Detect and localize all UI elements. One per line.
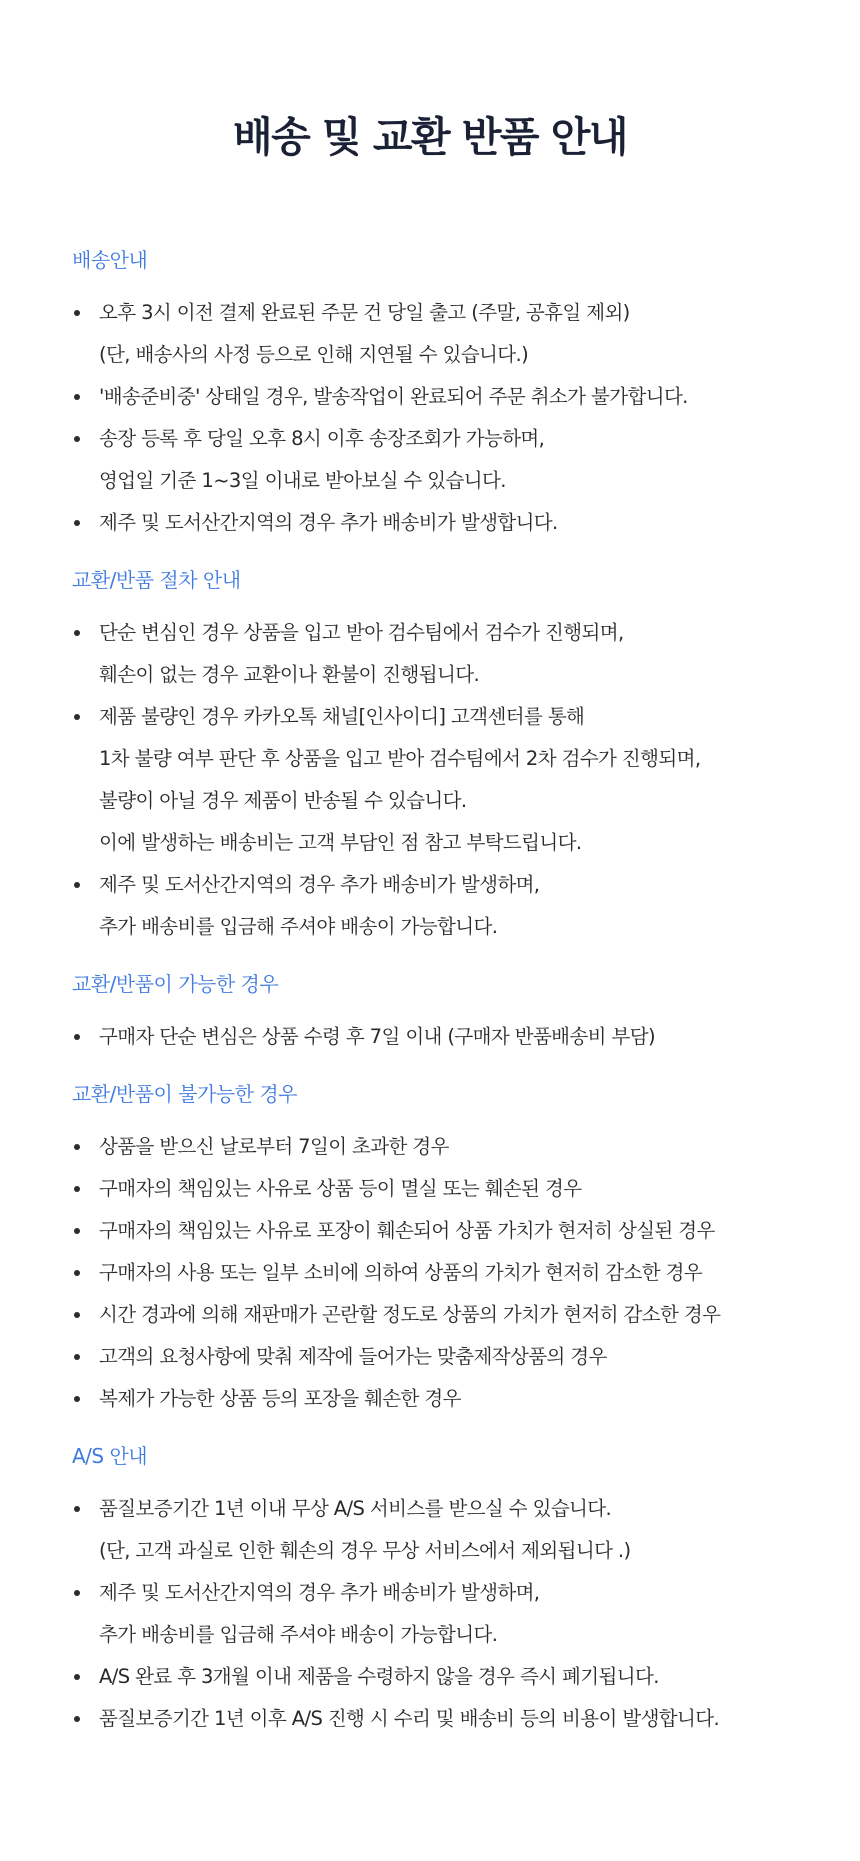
notice-section: [72, 1080, 860, 1420]
bullet-dot-icon: [74, 630, 80, 636]
bullet-dot-icon: [74, 1270, 80, 1276]
list-item: [72, 1572, 860, 1656]
list-item: [72, 864, 860, 948]
list-item: [72, 696, 860, 864]
bullet-dot-icon: [74, 1590, 80, 1596]
page-title: 배송 및 교환 반품 안내: [232, 113, 628, 161]
list-item-text: 추가 배송비를 입금해 주셔야 배송이 가능합니다.: [99, 1623, 498, 1646]
bullet-dot-icon: [74, 1228, 80, 1234]
bullet-dot-icon: [74, 436, 80, 442]
bullet-dot-icon: [74, 1674, 80, 1680]
bullet-dot-icon: [74, 520, 80, 526]
list-item-text: 제주 및 도서산간지역의 경우 추가 배송비가 발생하며,: [99, 873, 540, 896]
section-heading: 교환/반품이 가능한 경우: [72, 972, 279, 996]
section-heading: 교환/반품이 불가능한 경우: [72, 1082, 297, 1106]
list-item: [72, 418, 860, 502]
list-item-text: 상품을 받으신 날로부터 7일이 초과한 경우: [99, 1135, 449, 1158]
list-item-text: 구매자의 사용 또는 일부 소비에 의하여 상품의 가치가 현저히 감소한 경우: [99, 1261, 703, 1284]
list-item-text: 구매자의 책임있는 사유로 포장이 훼손되어 상품 가치가 현저히 상실된 경우: [99, 1219, 715, 1242]
bullet-dot-icon: [74, 1144, 80, 1150]
list-item-text: 제품 불량인 경우 카카오톡 채널[인사이디] 고객센터를 통해: [99, 705, 585, 728]
list-item: [72, 376, 860, 418]
bullet-dot-icon: [74, 882, 80, 888]
list-item: [72, 1252, 860, 1294]
bullet-list: [72, 292, 860, 544]
bullet-dot-icon: [74, 1354, 80, 1360]
bullet-list: [72, 612, 860, 948]
notice-section: [72, 1442, 860, 1740]
list-item-text: 영업일 기준 1~3일 이내로 받아보실 수 있습니다.: [99, 469, 506, 492]
section-heading: 교환/반품 절차 안내: [72, 568, 241, 592]
bullet-dot-icon: [74, 1506, 80, 1512]
list-item: [72, 1168, 860, 1210]
list-item-text: 훼손이 없는 경우 교환이나 환불이 진행됩니다.: [99, 663, 480, 686]
section-heading: A/S 안내: [72, 1444, 148, 1468]
list-item-text: (단, 고객 과실로 인한 훼손의 경우 무상 서비스에서 제외됩니다 .): [99, 1539, 631, 1562]
list-item-text: A/S 완료 후 3개월 이내 제품을 수령하지 않을 경우 즉시 폐기됩니다.: [99, 1665, 659, 1688]
bullet-dot-icon: [74, 394, 80, 400]
bullet-dot-icon: [74, 1312, 80, 1318]
list-item-text: 시간 경과에 의해 재판매가 곤란할 정도로 상품의 가치가 현저히 감소한 경우: [99, 1303, 721, 1326]
list-item-text: 구매자의 책임있는 사유로 상품 등이 멸실 또는 훼손된 경우: [99, 1177, 582, 1200]
list-item: [72, 1336, 860, 1378]
notice-section: [72, 566, 860, 948]
list-item-text: 복제가 가능한 상품 등의 포장을 훼손한 경우: [99, 1387, 461, 1410]
list-item-text: 제주 및 도서산간지역의 경우 추가 배송비가 발생하며,: [99, 1581, 540, 1604]
list-item-text: 고객의 요청사항에 맞춰 제작에 들어가는 맞춤제작상품의 경우: [99, 1345, 607, 1368]
notice-section: [72, 970, 860, 1058]
list-item: [72, 502, 860, 544]
bullet-dot-icon: [74, 1396, 80, 1402]
list-item: [72, 1656, 860, 1698]
list-item: [72, 1016, 860, 1058]
list-item-text: 불량이 아닐 경우 제품이 반송될 수 있습니다.: [99, 789, 467, 812]
list-item: [72, 1126, 860, 1168]
list-item-text: 품질보증기간 1년 이후 A/S 진행 시 수리 및 배송비 등의 비용이 발생합니다.: [99, 1707, 720, 1730]
list-item-text: 1차 불량 여부 판단 후 상품을 입고 받아 검수팀에서 2차 검수가 진행되며,: [99, 747, 701, 770]
list-item-text: 이에 발생하는 배송비는 고객 부담인 점 참고 부탁드립니다.: [99, 831, 582, 854]
notice-section: [72, 246, 860, 544]
section-heading: 배송안내: [72, 248, 148, 272]
list-item: [72, 612, 860, 696]
list-item-text: 추가 배송비를 입금해 주셔야 배송이 가능합니다.: [99, 915, 498, 938]
notice-sections: [72, 246, 860, 1740]
list-item: [72, 292, 860, 376]
bullet-dot-icon: [74, 1716, 80, 1722]
list-item-text: 단순 변심인 경우 상품을 입고 받아 검수팀에서 검수가 진행되며,: [99, 621, 624, 644]
list-item-text: 오후 3시 이전 결제 완료된 주문 건 당일 출고 (주말, 공휴일 제외): [99, 301, 630, 324]
list-item-text: 구매자 단순 변심은 상품 수령 후 7일 이내 (구매자 반품배송비 부담): [99, 1025, 655, 1048]
bullet-list: [72, 1488, 860, 1740]
list-item-text: 제주 및 도서산간지역의 경우 추가 배송비가 발생합니다.: [99, 511, 558, 534]
bullet-list: [72, 1126, 860, 1420]
list-item: [72, 1294, 860, 1336]
list-item: [72, 1378, 860, 1420]
list-item-text: 품질보증기간 1년 이내 무상 A/S 서비스를 받으실 수 있습니다.: [99, 1497, 612, 1520]
list-item: [72, 1698, 860, 1740]
bullet-dot-icon: [74, 1034, 80, 1040]
bullet-list: [72, 1016, 860, 1058]
list-item: [72, 1210, 860, 1252]
bullet-dot-icon: [74, 310, 80, 316]
list-item: [72, 1488, 860, 1572]
list-item-text: 송장 등록 후 당일 오후 8시 이후 송장조회가 가능하며,: [99, 427, 545, 450]
bullet-dot-icon: [74, 714, 80, 720]
list-item-text: (단, 배송사의 사정 등으로 인해 지연될 수 있습니다.): [99, 343, 529, 366]
bullet-dot-icon: [74, 1186, 80, 1192]
list-item-text: '배송준비중' 상태일 경우, 발송작업이 완료되어 주문 취소가 불가합니다.: [99, 385, 688, 408]
